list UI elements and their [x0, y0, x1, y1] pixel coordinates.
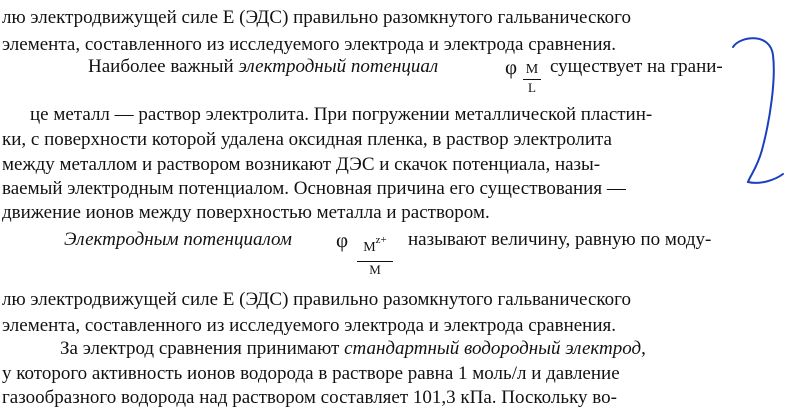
text-line-7: ваемый электродным потенциалом. Основная причина его существования — [2, 178, 626, 199]
formula-fraction-2 [357, 228, 393, 278]
text-line-10: лю электродвижущей силе E (ЭДС) правильно разомкнутого гальванического [2, 289, 631, 310]
text-line-11: элемента, составленного из исследуемого электрода и электрода сравнения. [2, 315, 617, 336]
formula-denominator: M [369, 262, 381, 277]
text-line-1: лю электродвижущей силе E (ЭДС) правильно разомкнутого гальванического [2, 7, 631, 28]
text-line-2: элемента, составленного из исследуемого электрода и электрода сравнения. [2, 34, 617, 55]
text-line-13: у которого активность ионов водорода в растворе равна 1 моль/л и давление [2, 363, 620, 384]
formula-numerator: $M^{z+}$ [363, 234, 387, 255]
term-electrode-potential: электродный потенциал [238, 56, 439, 77]
text-line-12 [60, 338, 646, 360]
text-segment: За электрод сравнения принимают [60, 338, 345, 359]
text-line-8: движение ионов между поверхностью металла и раствором. [2, 202, 490, 223]
formula-fraction-1 [523, 56, 541, 96]
text-segment: Наиболее важный [88, 56, 239, 77]
text-line-3 [88, 56, 438, 78]
phi-symbol-2: φ [336, 228, 349, 252]
pen-stroke [733, 38, 783, 183]
text-line-6: между металлом и раствором возникают ДЭС и скачок потенциала, назы- [2, 154, 601, 175]
term-standard-hydrogen-electrode: стандартный водородный электрод [344, 338, 642, 359]
text-line-14: газообразного водорода над раствором составляет 101,3 кПа. Поскольку во- [2, 387, 617, 408]
text-line-4: це металл — раствор электролита. При погружении металлической пластин- [30, 104, 653, 125]
formula-numerator: M [525, 62, 539, 77]
text-segment: , [641, 338, 646, 359]
text-line-5: ки, с поверхности которой удалена оксидная пленка, в раствор электролита [2, 129, 612, 150]
formula-denominator: L [528, 80, 536, 95]
phi-symbol-1: φ [505, 55, 518, 79]
term-electrode-potential-2: Электродным потенциалом [64, 229, 292, 250]
text-line-9-end: называют величину, равную по моду- [408, 229, 712, 250]
text-line-3-end: существует на грани- [550, 56, 723, 77]
